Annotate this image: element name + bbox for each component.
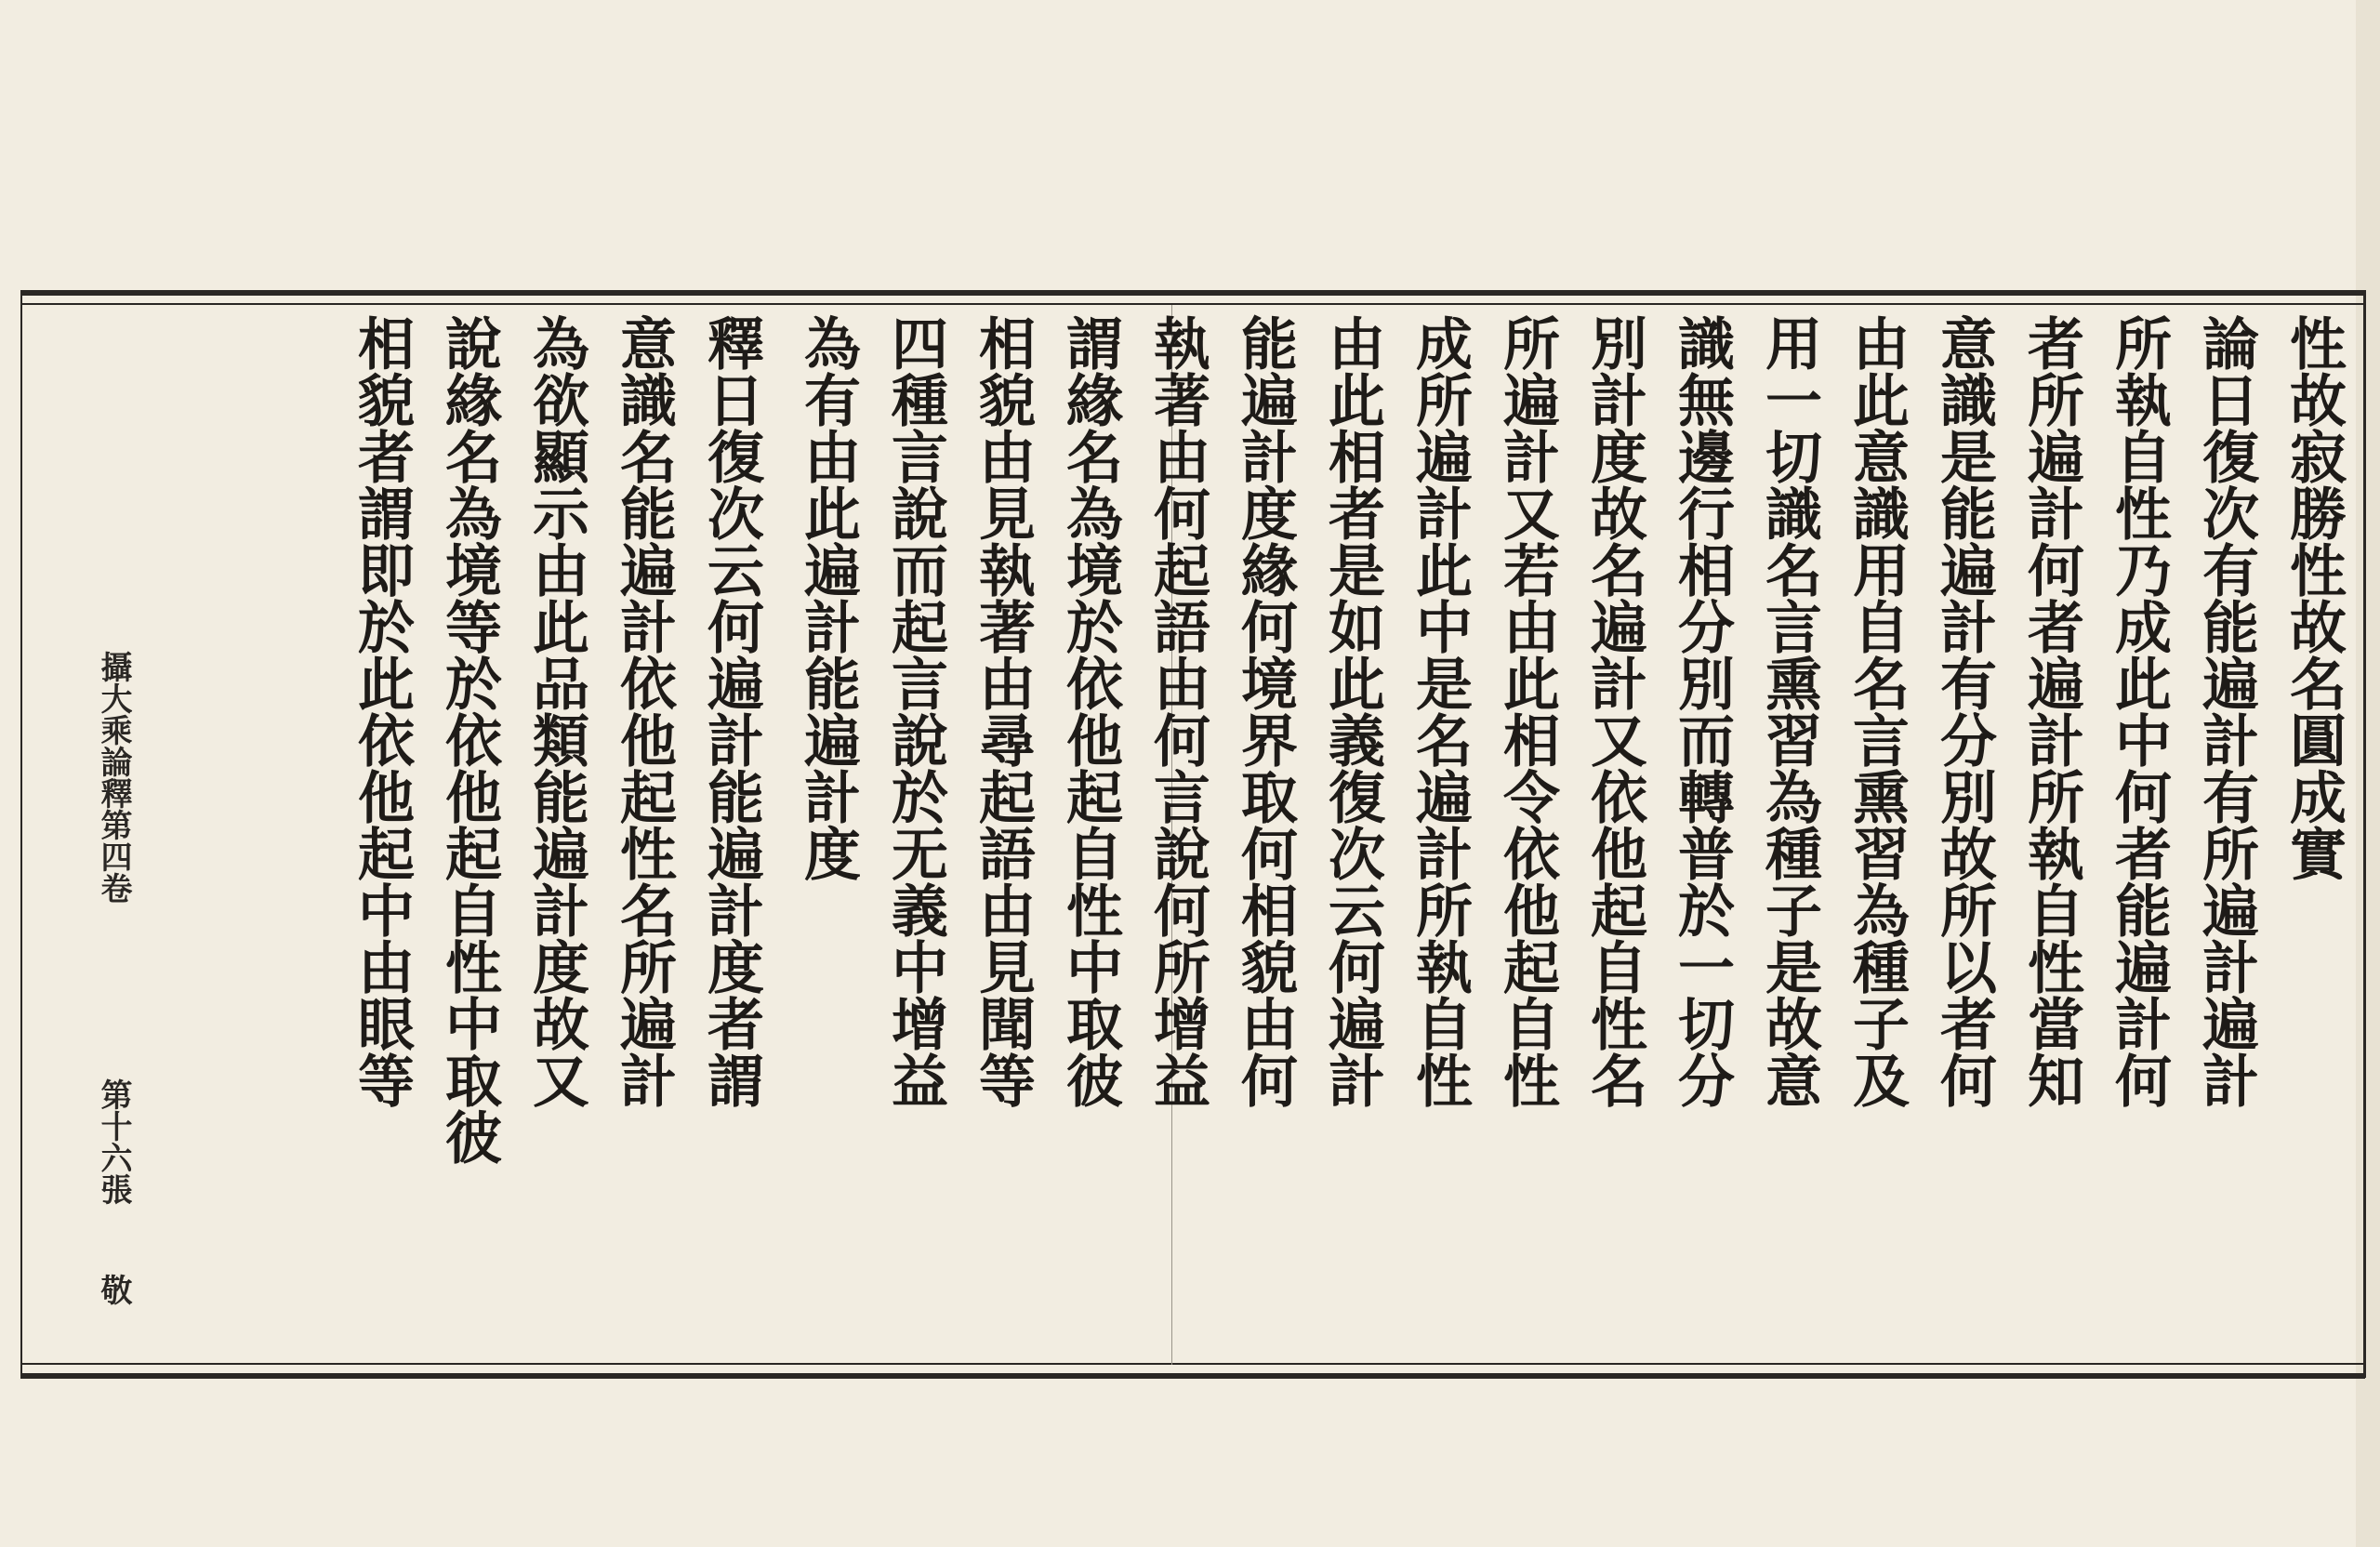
text-column: 能遍計度緣何境界取何相貌由何 bbox=[1232, 314, 1298, 1108]
paper-edge bbox=[2356, 0, 2380, 1547]
frame-bottom-thick bbox=[20, 1373, 2365, 1379]
frame-top-thin bbox=[20, 303, 2365, 305]
frame-top-thick bbox=[20, 290, 2365, 296]
text-column: 由此意識用自名言熏習為種子及 bbox=[1844, 314, 1910, 1108]
frame-bottom-thin bbox=[20, 1363, 2365, 1365]
text-column: 所遍計又若由此相令依他起自性 bbox=[1494, 314, 1560, 1108]
text-column: 意識是能遍計有分別故所以者何 bbox=[1931, 314, 1997, 1108]
text-column: 為有由此遍計能遍計度 bbox=[795, 314, 861, 881]
text-column: 謂緣名為境於依他起自性中取彼 bbox=[1057, 314, 1123, 1108]
text-column: 相貌者謂即於此依他起中由眼等 bbox=[349, 314, 415, 1108]
frame-left bbox=[20, 290, 22, 1378]
text-column: 性故寂勝性故名圓成實 bbox=[2281, 314, 2347, 881]
text-column: 識無邊行相分別而轉普於一切分 bbox=[1669, 314, 1735, 1108]
text-column: 說緣名為境等於依他起自性中取彼 bbox=[436, 314, 502, 1165]
margin-title: 攝大乘論釋第四卷 bbox=[95, 651, 132, 904]
text-column: 相貌由見執著由尋起語由見聞等 bbox=[970, 314, 1036, 1108]
frame-right bbox=[2363, 290, 2366, 1378]
text-column: 意識名能遍計依他起性名所遍計 bbox=[611, 314, 677, 1108]
carver-mark: 敬 bbox=[95, 1274, 132, 1305]
text-column: 成所遍計此中是名遍計所執自性 bbox=[1407, 314, 1473, 1108]
text-column: 所執自性乃成此中何者能遍計何 bbox=[2106, 314, 2172, 1108]
text-column: 用一切識名言熏習為種子是故意 bbox=[1756, 314, 1822, 1108]
text-column: 四種言說而起言說於无義中增益 bbox=[882, 314, 948, 1108]
text-column: 者所遍計何者遍計所執自性當知 bbox=[2018, 314, 2084, 1108]
text-column: 釋日復次云何遍計能遍計度者謂 bbox=[698, 314, 764, 1108]
text-column: 論日復次有能遍計有所遍計遍計 bbox=[2193, 314, 2259, 1108]
text-column: 別計度故名遍計又依他起自性名 bbox=[1581, 314, 1647, 1108]
text-column: 由此相者是如此義復次云何遍計 bbox=[1319, 314, 1385, 1108]
sheet-number: 第十六張 bbox=[95, 1078, 132, 1205]
text-column: 執著由何起語由何言說何所增益 bbox=[1144, 314, 1210, 1108]
text-column: 為欲顯示由此品類能遍計度故又 bbox=[523, 314, 589, 1108]
